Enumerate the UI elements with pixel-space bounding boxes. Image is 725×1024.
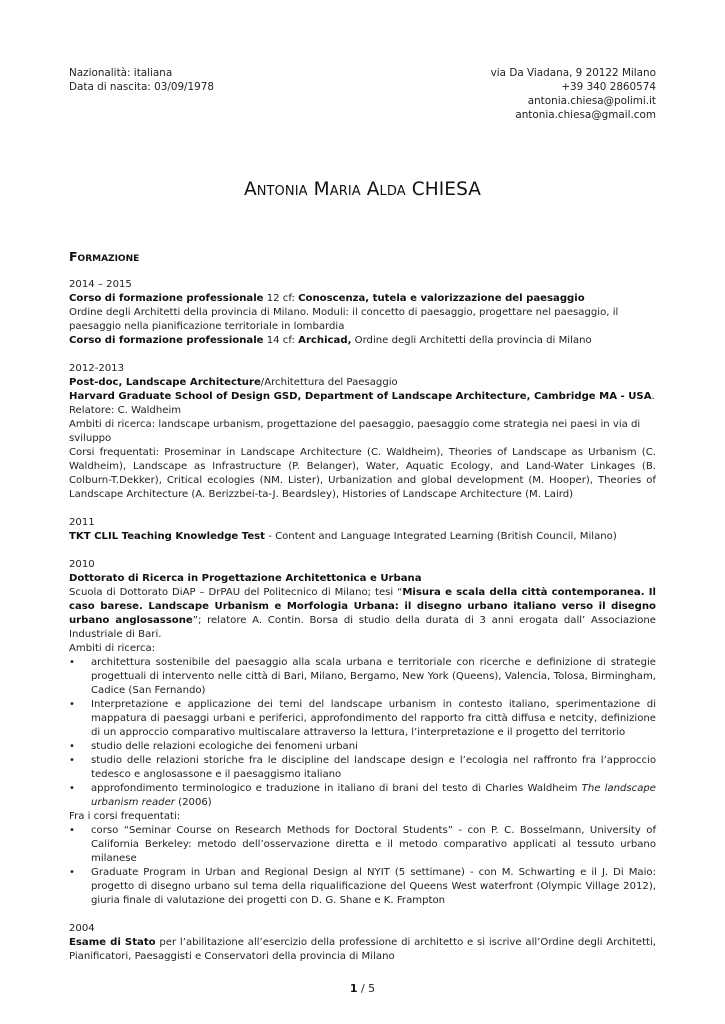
email-gmail[interactable]: antonia.chiesa@gmail.com [515, 109, 656, 121]
entry-year: 2011 [69, 517, 95, 528]
personal-info [69, 66, 214, 94]
contact-info [491, 66, 656, 122]
list-item: • studio delle relazioni ecologiche dei fenomeni urbani [69, 740, 656, 754]
postdoc-title-rest: /Architettura del Paesaggio [260, 377, 398, 388]
thesis-pre: Scuola di Dottorato DiAP – DrPAU del Politecnico di Milano; tesi “ [69, 587, 403, 598]
course-topic: Conoscenza, tutela e valorizzazione del paesaggio [298, 293, 585, 304]
research-list [69, 656, 656, 810]
entry-year: 2012-2013 [69, 363, 125, 374]
list-item: • corso “Seminar Course on Research Methods for Doctoral Students” - con P. C. Bosselmann, University of California Berkeley: metodo dell’osservazione diretta e il metodo comparativo applicati al tessuto urbano milanese [69, 824, 656, 866]
state-exam [69, 936, 656, 964]
punctuation: . [651, 391, 655, 402]
contact-header [69, 66, 656, 124]
courses-list [69, 824, 656, 908]
list-item: • studio delle relazioni storiche fra le discipline del landscape design e l’ecologia nel raffronto fra l’approccio tedesco e anglosassone e il paesaggismo italiano [69, 754, 656, 782]
postdoc-school [69, 390, 656, 404]
page-total: 5 [368, 982, 376, 995]
thesis-title: Misura e scala della città contemporanea. Il caso barese. Landscape Urbanism e Morfologia Urbana: il disegno urbano italiano verso il disegno urbano anglosassone [69, 587, 656, 626]
tkt-title [69, 530, 656, 544]
course-topic: Archicad, [298, 335, 352, 346]
course-1 [69, 292, 656, 306]
education-entry-2011 [69, 516, 656, 544]
name-last: CHIESA [411, 179, 482, 200]
list-item-text: (2006) [174, 797, 212, 808]
entry-year: 2010 [69, 559, 95, 570]
section-title-formazione: Formazione [69, 249, 140, 264]
book-title: The landscape urbanism reader [91, 783, 657, 808]
phd-title-bold: Dottorato di Ricerca in Progettazione Architettonica e Urbana [69, 573, 422, 584]
tkt-title-rest: - Content and Language Integrated Learning (British Council, Milano) [265, 531, 617, 542]
cv-page [69, 66, 656, 964]
page-current: 1 [349, 982, 358, 995]
page-separator: / [357, 982, 369, 995]
postdoc-title [69, 376, 656, 390]
education-entry-2012 [69, 362, 656, 502]
page-title [69, 178, 656, 202]
phd-title [69, 572, 656, 586]
courses-label: Fra i corsi frequentati: [69, 811, 181, 822]
course-label: Corso di formazione professionale [69, 335, 264, 346]
phone: +39 340 2860574 [561, 81, 656, 93]
state-exam-bold: Esame di Stato [69, 937, 156, 948]
tkt-title-bold: TKT CLIL Teaching Knowledge Test [69, 531, 266, 542]
list-item: • Interpretazione e applicazione dei temi del landscape urbanism in contesto italiano, sperimentazione di mappatura di paesaggi urbani e periferici, approfondimento del rapporto fra città diffusa e netcity, definizione di un approccio comparativo multiscalare attraverso la lettura, l’interpretazione e il progetto del territorio [69, 698, 656, 740]
birth-date: Data di nascita: 03/09/1978 [69, 81, 214, 93]
list-item: • architettura sostenibile del paesaggio alla scala urbana e territoriale con ricerche e definizione di strategie progettuali di intervento nelle città di Bari, Milano, Bergamo, New York (Queens), Valencia, Tolosa, Birmingham, Cadice (San Fernando) [69, 656, 656, 698]
course-1-description: Ordine degli Architetti della provincia di Milano. Moduli: il concetto di paesaggio, progettare nel paesaggio, il paesaggio nella pianificazione territoriale in lombardia [69, 307, 619, 332]
course-2 [69, 334, 656, 348]
list-item: • Graduate Program in Urban and Regional Design al NYIT (5 settimane) - con M. Schwarting e il J. Di Maio: progetto di disegno urbano sul tema della riqualificazione del Queens West waterfront (Olympic Village 2012), giuria finale di valutazione dei progetti con D. G. Shane e K. Frampton [69, 866, 656, 908]
name-first: Antonia [243, 179, 308, 200]
education-entry-2014 [69, 278, 656, 348]
postdoc-title-bold: Post-doc, Landscape Architecture [69, 377, 261, 388]
education-entry-2010 [69, 558, 656, 908]
entry-year: 2004 [69, 923, 95, 934]
list-item-text: approfondimento terminologico e traduzione in italiano di brani del testo di Charles Waldheim [91, 783, 582, 794]
course-label: Corso di formazione professionale [69, 293, 264, 304]
postdoc-research: Ambiti di ricerca: landscape urbanism, progettazione del paesaggio, paesaggio come strategia nei paesi in via di sviluppo [69, 419, 641, 444]
page-number [0, 982, 725, 996]
name-third: Alda [366, 179, 406, 200]
research-label: Ambiti di ricerca: [69, 643, 156, 654]
postdoc-school-name: Harvard Graduate School of Design GSD, Department of Landscape Architecture, Cambridge MA - USA [69, 391, 652, 402]
course-credits: 12 cf: [263, 293, 299, 304]
list-item [69, 782, 656, 810]
thesis-post: ”; relatore A. Contin. Borsa di studio della durata di 3 anni erogata dall’ Associazione Industriale di Bari. [69, 615, 656, 640]
email-polimi[interactable]: antonia.chiesa@polimi.it [527, 95, 656, 107]
postdoc-courses: Corsi frequentati: Proseminar in Landscape Architecture (C. Waldheim), Theories of Landscape as Urbanism (C. Waldheim), Landscape as Infrastructure (P. Belanger), Water, Aquatic Ecology, and Land-Water Linkages (B. Colburn-T.Dekker), Critical ecologies (NM. Lister), Urbanization and global development (M. Hooper), Theories of Landscape Architecture (A. Berizzbei-ta-J. Beardsley), Histories of Landscape Architecture (M. Laird) [69, 447, 656, 500]
nationality: Nazionalità: italiana [69, 67, 173, 79]
course-description: Ordine degli Architetti della provincia di Milano [351, 335, 592, 346]
postdoc-advisor: Relatore: C. Waldheim [69, 405, 182, 416]
education-entry-2004 [69, 922, 656, 964]
address: via Da Viadana, 9 20122 Milano [490, 67, 656, 79]
education-list [69, 278, 656, 964]
state-exam-rest: per l’abilitazione all’esercizio della professione di architetto e si iscrive all’Ordine degli Architetti, Pianificatori, Paesaggisti e Conservatori della provincia di Milano [69, 937, 656, 962]
course-credits: 14 cf: [263, 335, 299, 346]
name-middle: Maria [313, 179, 361, 200]
entry-year: 2014 – 2015 [69, 279, 132, 290]
phd-thesis [69, 586, 656, 642]
